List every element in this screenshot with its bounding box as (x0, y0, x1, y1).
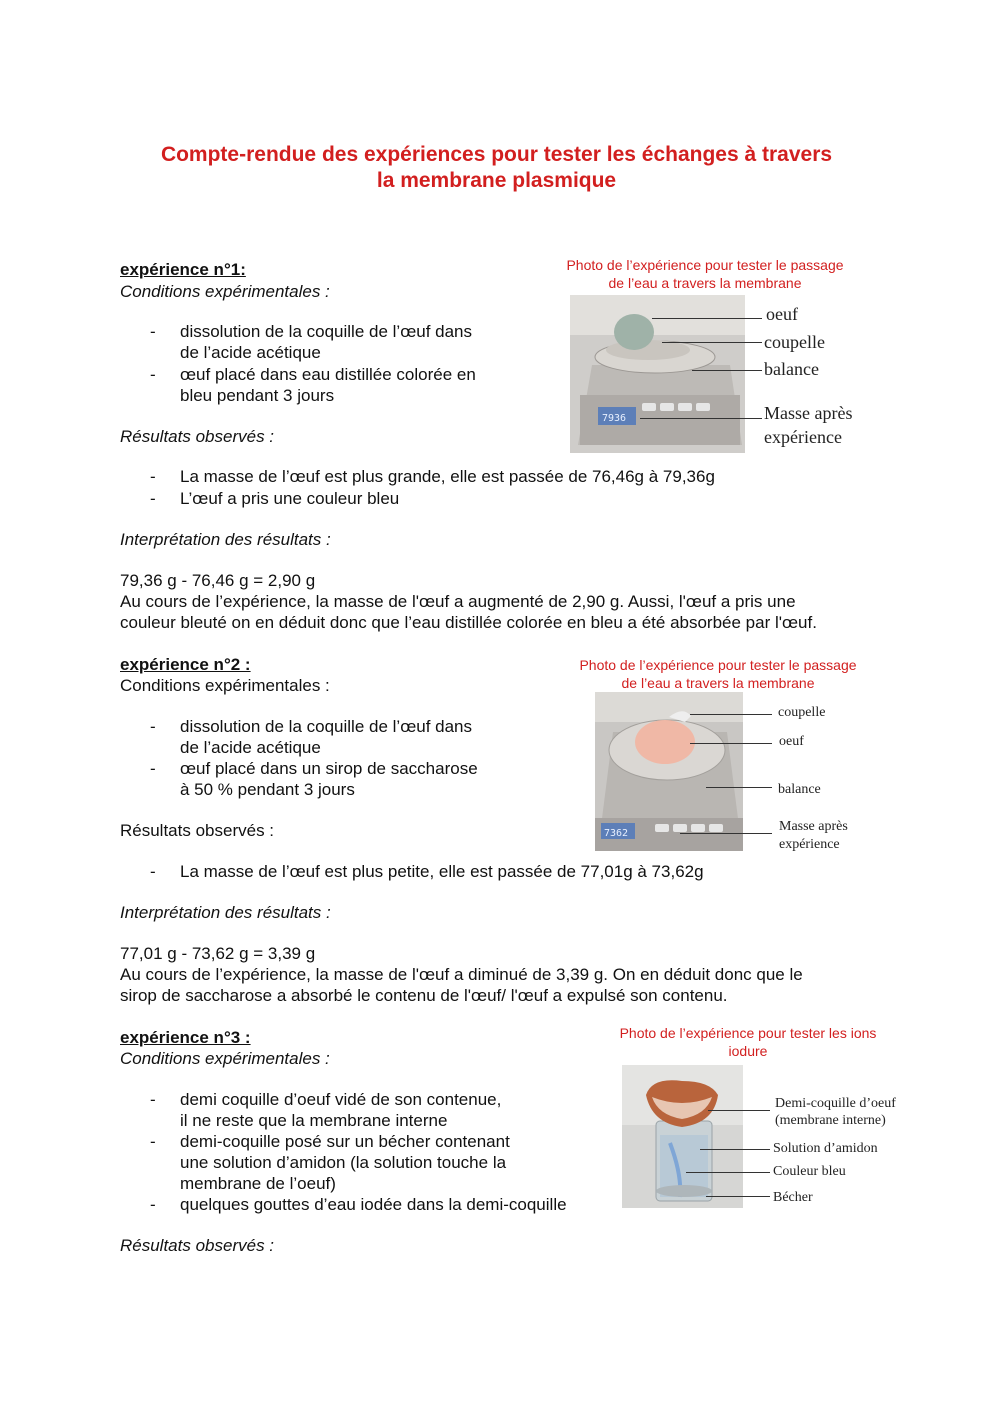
caption-line-1: Photo de l’expérience pour tester le passage (566, 257, 844, 273)
exp1-interp-label: Interprétation des résultats : (120, 530, 331, 549)
title-line-1: Compte-rendue des expériences pour tester les échanges à travers (160, 143, 833, 166)
exp1-label-experience: expérience (764, 427, 842, 447)
leader-line (640, 418, 762, 419)
exp3-label-amidon: Solution d’amidon (773, 1141, 878, 1156)
exp3-condition-2-line1: demi-coquille posé sur un bécher contenant (180, 1132, 510, 1151)
title-line-2: la membrane plasmique (376, 169, 617, 192)
leader-line (690, 714, 772, 715)
bullet-dash: - (150, 862, 156, 881)
exp3-results-label: Résultats observés : (120, 1236, 275, 1255)
exp3-condition-2-line2: une solution d’amidon (la solution touche la (180, 1153, 507, 1172)
bullet-dash: - (150, 717, 156, 736)
caption-line-2: iodure (728, 1043, 768, 1059)
exp1-condition-2-line1: œuf placé dans eau distillée colorée en (180, 365, 476, 384)
caption-line-1: Photo de l’expérience pour tester les ions (619, 1025, 877, 1041)
exp3-conditions-label: Conditions expérimentales : (120, 1049, 330, 1068)
exp3-condition-2-line3: membrane de l’oeuf) (180, 1174, 336, 1193)
exp2-result-1: La masse de l’œuf est plus petite, elle est passée de 77,01g à 73,62g (180, 862, 704, 881)
exp1-calc: 79,36 g - 76,46 g = 2,90 g (120, 571, 316, 590)
exp2-condition-1-line2: de l’acide acétique (180, 738, 321, 757)
leader-line (686, 1172, 770, 1173)
exp2-condition-2-line2: à 50 % pendant 3 jours (180, 780, 355, 799)
exp2-label-masse: Masse après (779, 819, 848, 834)
bullet-dash: - (150, 489, 156, 508)
page-title (0, 142, 993, 194)
exp1-results-label: Résultats observés : (120, 427, 275, 446)
caption-line-1: Photo de l’expérience pour tester le passage (579, 657, 857, 673)
exp1-label-oeuf: oeuf (766, 304, 798, 324)
exp3-photo-caption (588, 1024, 908, 1060)
exp2-heading: expérience n°2 : (120, 655, 251, 674)
exp2-interp-line2: sirop de saccharose a absorbé le contenu de l'œuf/ l'œuf a expulsé son contenu. (120, 986, 728, 1005)
exp1-condition-1-line2: de l’acide acétique (180, 343, 321, 362)
bullet-dash: - (150, 467, 156, 486)
exp1-conditions-label: Conditions expérimentales : (120, 282, 330, 301)
exp3-condition-1-line1: demi coquille d’oeuf vidé de son contenue, (180, 1090, 502, 1109)
bullet-dash: - (150, 1090, 156, 1109)
exp1-condition-1-line1: dissolution de la coquille de l’œuf dans (180, 322, 473, 341)
leader-line (706, 787, 772, 788)
exp2-scale-reading: 7362 (604, 828, 629, 839)
exp2-conditions-label: Conditions expérimentales : (120, 676, 330, 695)
leader-line (708, 1110, 770, 1111)
leader-line (700, 1149, 770, 1150)
bullet-dash: - (150, 365, 156, 384)
exp1-scale-reading: 7936 (602, 413, 627, 424)
exp2-condition-1-line1: dissolution de la coquille de l’œuf dans (180, 717, 473, 736)
leader-line (652, 318, 762, 319)
exp1-label-masse: Masse après (764, 403, 853, 423)
exp3-heading: expérience n°3 : (120, 1028, 251, 1047)
caption-line-2: de l’eau a travers la membrane (621, 675, 815, 691)
exp1-interp-line2: couleur bleuté on en déduit donc que l’eau distillée colorée en bleu a été absorbée par l'œuf. (120, 613, 817, 632)
exp1-label-coupelle: coupelle (764, 332, 825, 352)
exp3-condition-1-line2: il ne reste que la membrane interne (180, 1111, 448, 1130)
exp3-label-demi-coquille: Demi-coquille d’oeuf (775, 1096, 896, 1111)
exp2-calc: 77,01 g - 73,62 g = 3,39 g (120, 944, 316, 963)
exp2-condition-2-line1: œuf placé dans un sirop de saccharose (180, 759, 478, 778)
exp1-condition-2-line2: bleu pendant 3 jours (180, 386, 335, 405)
leader-line (680, 833, 772, 834)
bullet-dash: - (150, 1132, 156, 1151)
exp1-label-balance: balance (764, 359, 819, 379)
exp2-interp-line1: Au cours de l’expérience, la masse de l'œuf a diminué de 3,39 g. On en déduit donc que le (120, 965, 803, 984)
exp3-label-membrane: (membrane interne) (775, 1113, 886, 1128)
bullet-dash: - (150, 322, 156, 341)
leader-line (706, 1196, 770, 1197)
exp2-label-balance: balance (778, 782, 821, 797)
exp1-photo-caption (545, 256, 865, 292)
exp1-heading: expérience n°1: (120, 260, 246, 279)
exp2-photo-caption (558, 656, 878, 692)
leader-line (662, 342, 762, 343)
exp1-interp-line1: Au cours de l’expérience, la masse de l'œuf a augmenté de 2,90 g. Aussi, l'œuf a pris une (120, 592, 796, 611)
leader-line (690, 743, 772, 744)
exp2-label-experience: expérience (779, 837, 840, 852)
exp3-label-becher: Bécher (773, 1190, 813, 1205)
leader-line (692, 370, 762, 371)
exp3-condition-3-line1: quelques gouttes d’eau iodée dans la demi-coquille (180, 1195, 567, 1214)
exp3-label-couleur: Couleur bleu (773, 1164, 846, 1179)
exp3-photo (622, 1065, 743, 1208)
bullet-dash: - (150, 1195, 156, 1214)
exp2-label-oeuf: oeuf (779, 734, 804, 749)
exp1-result-1: La masse de l’œuf est plus grande, elle est passée de 76,46g à 79,36g (180, 467, 715, 486)
exp2-results-label: Résultats observés : (120, 821, 275, 840)
exp2-interp-label: Interprétation des résultats : (120, 903, 331, 922)
caption-line-2: de l’eau a travers la membrane (608, 275, 802, 291)
exp1-result-2: L’œuf a pris une couleur bleu (180, 489, 400, 508)
exp2-photo (595, 692, 743, 851)
bullet-dash: - (150, 759, 156, 778)
exp2-label-coupelle: coupelle (778, 705, 826, 720)
